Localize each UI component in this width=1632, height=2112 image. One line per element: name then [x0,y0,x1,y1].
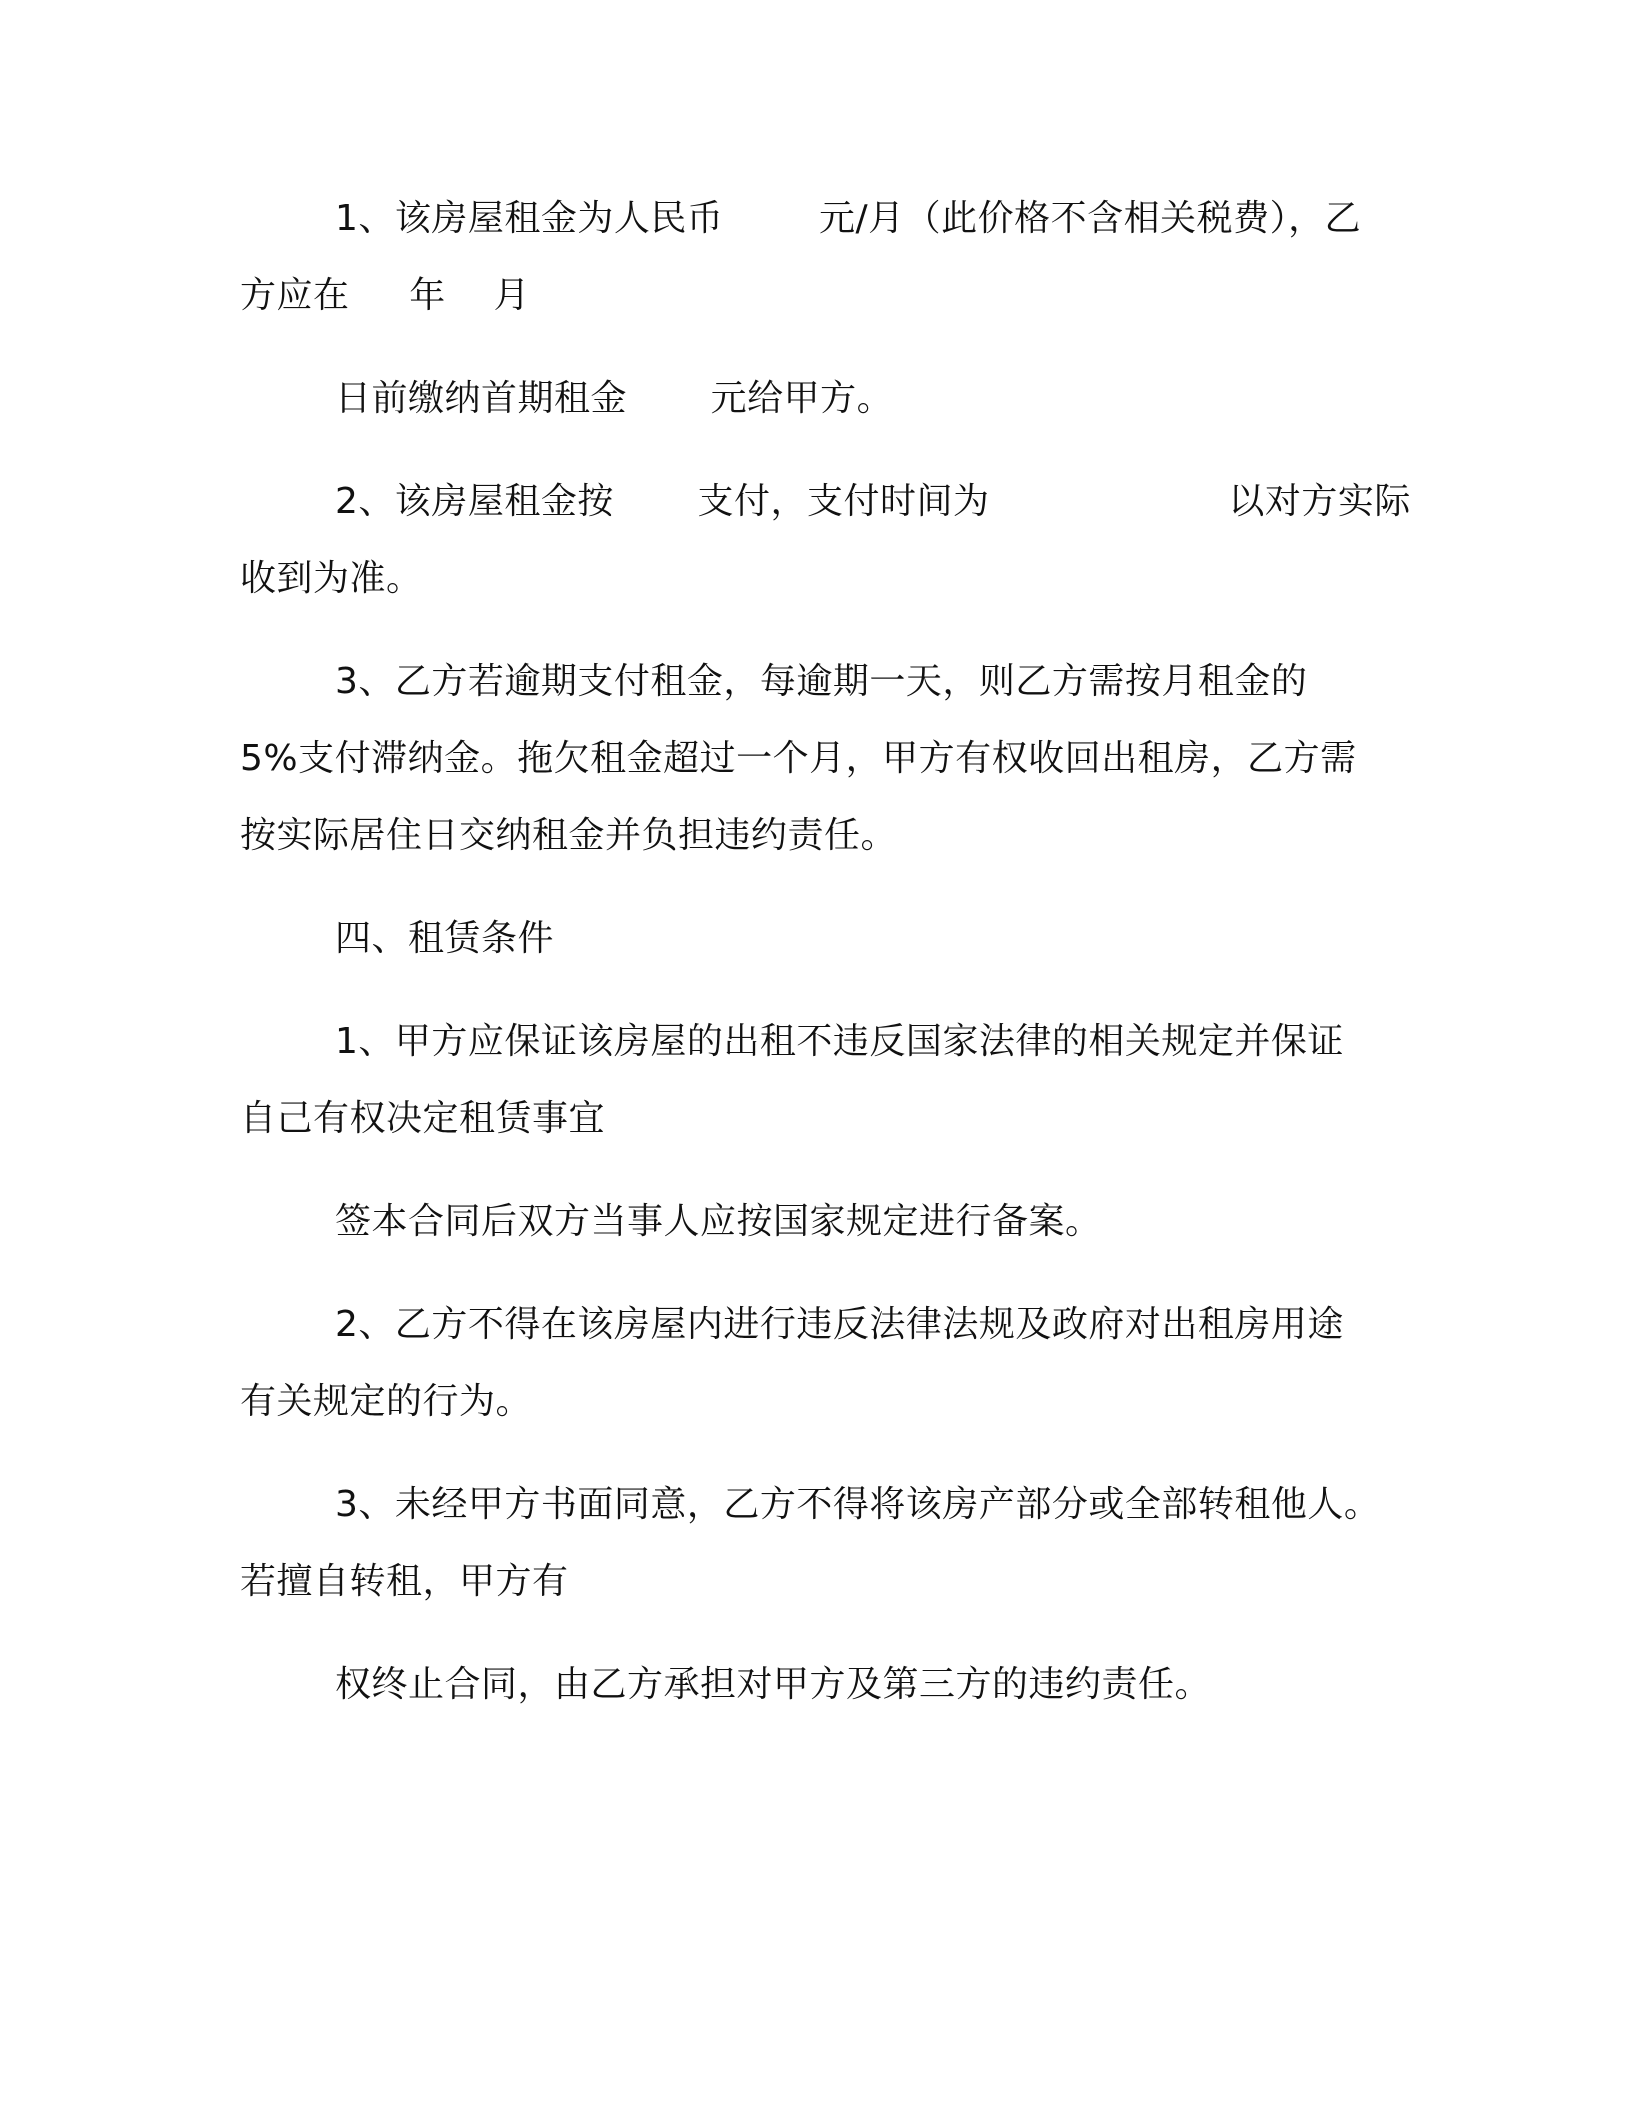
section-heading-lease-conditions: 四、租赁条件 [335,918,555,959]
lessor-guarantee-clause-line: 1、甲方应保证该房屋的出租不违反国家法律的相关规定并保证 [335,1021,1344,1062]
late-fee-clause-line: 3、乙方若逾期支付租金，每逾期一天，则乙方需按月租金的 [335,661,1308,702]
late-fee-clause-line-end: 按实际居住日交纳租金并负担违约责任。 [240,815,898,856]
rent-amount-clause-line-cont: 方应在 年 月 [240,275,530,316]
filing-requirement-line: 签本合同后双方当事人应按国家规定进行备案。 [335,1201,1102,1242]
lessee-restriction-clause-line: 2、乙方不得在该房屋内进行违反法律法规及政府对出租房用途 [335,1304,1344,1345]
sublet-clause-line: 3、未经甲方书面同意，乙方不得将该房产部分或全部转租他人。 [335,1484,1381,1525]
rent-amount-clause-line: 1、该房屋租金为人民币 元/月（此价格不含相关税费），乙 [335,198,1362,239]
first-payment-line: 日前缴纳首期租金 元给甲方。 [335,378,894,419]
lessor-guarantee-clause-line-cont: 自己有权决定租赁事宜 [240,1098,606,1139]
lessee-restriction-clause-line-cont: 有关规定的行为。 [240,1381,533,1422]
sublet-clause-line-cont: 若擅自转租，甲方有 [240,1561,569,1602]
payment-method-clause-line: 2、该房屋租金按 支付，支付时间为 以对方实际 [335,481,1411,522]
payment-method-clause-line-cont: 收到为准。 [240,558,423,599]
termination-clause-line: 权终止合同，由乙方承担对甲方及第三方的违约责任。 [335,1664,1212,1705]
late-fee-clause-line-cont: 5%支付滞纳金。拖欠租金超过一个月，甲方有权收回出租房，乙方需 [240,738,1357,779]
